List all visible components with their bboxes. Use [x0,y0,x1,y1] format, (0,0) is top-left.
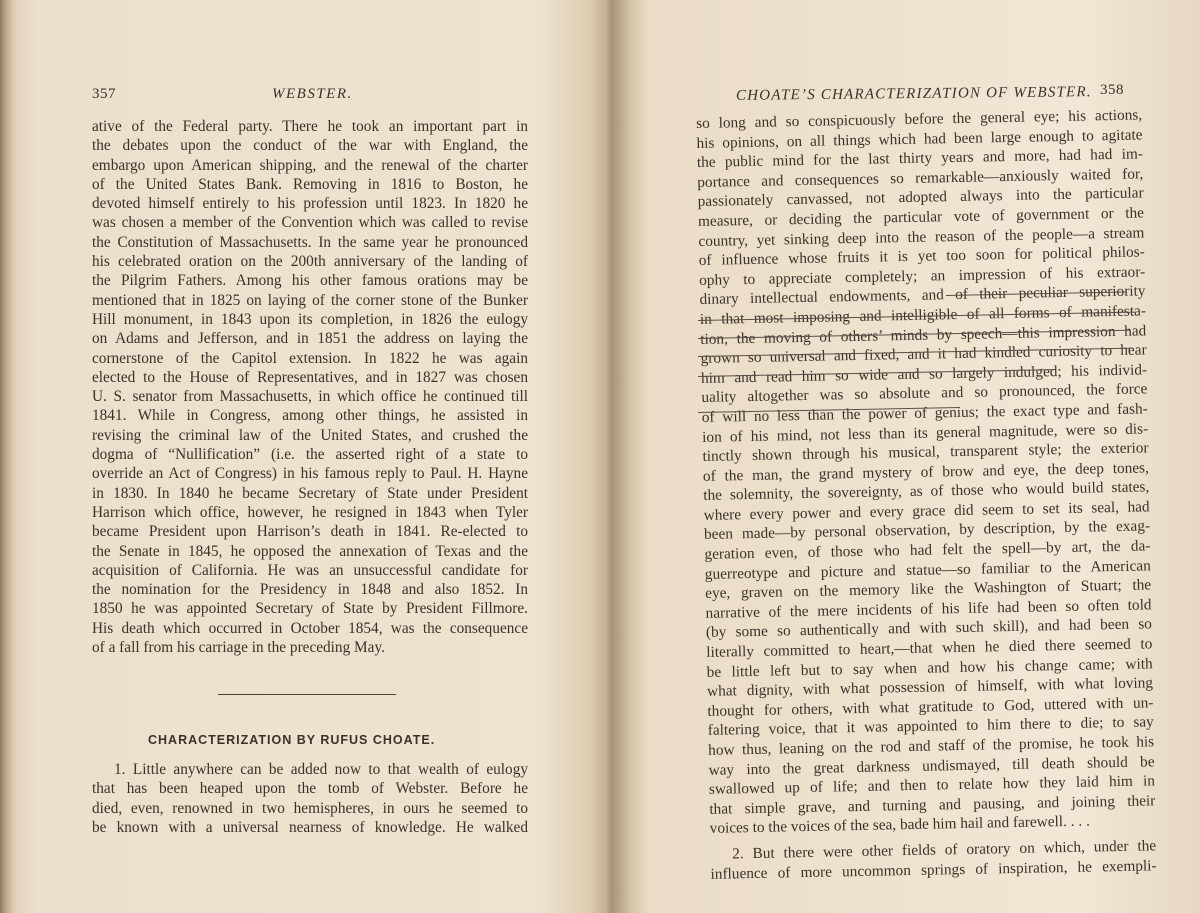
text-line: revising the criminal law of the United States, and crushed the [92,426,528,444]
left-running-head: WEBSTER. [272,86,353,102]
text-line: geration even, of those who had felt the spell—by art, the da- [704,537,1151,563]
section-body-text [92,760,528,837]
text-line: his celebrated oration on the 200th anniversary of the landing of [92,253,528,271]
text-line: 1841. While in Congress, among other things, he assisted in [92,407,528,425]
text-line: so long and so conspicuously before the general eye; his actions, [696,106,1143,132]
text-line: how thus, leaning on the rod and staff of the promise, he took his [708,733,1155,759]
text-line: portance and consequences so remarkable—anxiously waited for, [697,165,1144,191]
text-line: died, even, renowned in two hemispheres, in ours he seemed to [92,799,528,817]
text-line: be little left but to say when and how his change came; with [706,654,1153,681]
text-line: 1850 he was appointed Secretary of State by President Fillmore. [92,600,528,618]
text-line: his opinions, on all things which had been large enough to agitate [696,126,1143,152]
text-line: devoted himself entirely to his profession until 1823. In 1820 he [92,195,528,213]
section-divider [218,694,396,695]
text-line: where every power and every grace did seem to set its seal, had [703,498,1150,524]
text-line: thought for others, with what gratitude to God, uttered with un- [707,694,1154,720]
text-line: acquisition of California. He was an unsuccessful candidate for [92,561,528,579]
text-line: tinctly shown through his musical, transparent style; the exterior [702,439,1149,466]
text-line: Hill monument, in 1843 upon its completion, in 1826 the eulogy [92,310,528,328]
text-line: of influence whose fruits it is yet too soon for political philos- [698,243,1145,270]
text-line: of the United States Bank. Removing in 1816 to Boston, he [92,175,528,193]
text-line: been made—by personal observation, by description, by the exag- [703,517,1151,544]
text-line: what dignity, with what possession of himself, with what loving [706,674,1154,701]
right-running-head: CHOATE’S CHARACTERIZATION OF WEBSTER. [735,84,1092,104]
text-line: him and read him so wide and so largely indulged; his individ- [700,361,1148,387]
text-line: was chosen a member of the Convention which was called to revise [92,214,528,232]
text-line: 1. Little anywhere can be added now to that wealth of eulogy [114,761,528,778]
text-line: of the man, the grand mystery of brow and eye, the deep tones, [702,459,1150,485]
text-line: dinary intellectual endowments, and of their peculiar superiority [699,282,1146,309]
text-line: the public mind for the last thirty years and more, had had im- [696,145,1144,172]
text-line: His death which occurred in October 1854, was the consequence [92,619,528,637]
text-line: the nomination for the Presidency in 1848 and also 1852. In [92,581,528,599]
text-line: that simple grave, and turning and pausing, and joining their [709,792,1156,818]
right-page-number: 358 [1100,82,1124,98]
text-line: became President upon Harrison’s death in 1841. Re-elected to [92,523,528,541]
text-line: ion of his mind, not less than its general magnitude, were so dis- [702,419,1149,446]
text-line: grown so universal and fixed, and it had kindled curiosity to hear [700,341,1147,368]
text-line: elected to the House of Representatives, and in 1827 was chosen [92,368,528,386]
text-line: faltering voice, that it was appointed to him there to die; to say [707,713,1154,740]
text-line: tion, the moving of others’ minds by speech—this impression had [700,321,1147,348]
text-line: the solemnity, the sovereignty, as of those who would build states, [703,478,1150,505]
text-line: country, yet sinking deep into the reason of the people—a stream [698,223,1145,250]
text-line: the Pilgrim Fathers. Among his other famous orations may be [92,272,528,290]
text-line: in 1830. In 1840 he became Secretary of State under President [92,484,528,502]
right-body-text [696,105,1157,884]
text-line: measure, or deciding the particular vote of government or the [697,204,1145,230]
left-page-number: 357 [92,86,116,102]
text-line: the Constitution of Massachusetts. In the same year he pronounced [92,233,528,251]
text-line: of will no less than the power of genius; the exact type and fash- [701,400,1148,426]
text-line: dogma of “Nullification” (i.e. the asserted right of a state to [92,446,528,464]
text-line: the Senate in 1845, he opposed the annexation of Texas and the [92,542,528,560]
text-line: literally committed to heart,—that when he died there seemed to [706,635,1153,661]
text-line: eye, graven on the memory like the Washington of Stuart; the [705,576,1152,603]
text-line: guerreotype and picture and statue—so familiar to the American [704,557,1151,583]
text-line: embargo upon American shipping, and the renewal of the charter [92,156,528,174]
text-line: override an Act of Congress) in his famous reply to Paul. H. Hayne [92,465,528,483]
text-line: Harrison which office, however, he resigned in 1843 when Tyler [92,503,528,521]
text-line: swallowed up of life; and then to relate how they laid him in [708,772,1156,799]
text-line: ophy to appreciate completely; an impression of his extraor- [699,263,1146,289]
text-line: of a fall from his carriage in the preceding May. [92,639,385,657]
text-line: U. S. senator from Massachusetts, in which office he continued till [92,388,528,406]
left-body-text [92,117,528,657]
text-line: uality altogether was so absolute and so pronounced, the force [701,380,1148,407]
text-line: mentioned that in 1825 on laying of the corner stone of the Bunker [92,291,528,309]
text-line: 2. But there were other fields of oratory on which, under the [732,837,1157,863]
text-line: in that most imposing and intelligible of all forms of manifesta- [699,302,1147,328]
text-line: passionately canvassed, not adopted always into the particular [697,184,1144,211]
text-line: be known with a universal nearness of knowledge. He walked [92,818,528,836]
text-line: narrative of the mere incidents of his life had been so often told [705,596,1152,622]
text-line: that has been heaped upon the tomb of Webster. Before he [92,780,528,798]
section-heading: CHARACTERIZATION BY RUFUS CHOATE. [148,733,436,747]
text-line: the debates upon the conduct of the war with England, the [92,137,528,155]
text-line: voices to the voices of the sea, bade him hail and farewell. . . . [709,812,1090,838]
text-line: cornerstone of the Capitol extension. In 1822 he was again [92,349,528,367]
text-line: way into the great darkness undismayed, till death should be [708,752,1155,779]
text-line: influence of more uncommon springs of inspiration, he exempli- [710,856,1157,883]
text-line: on Adams and Jefferson, and in 1851 the address on laying the [92,330,528,348]
text-line: ative of the Federal party. There he took an important part in [92,118,528,135]
text-line: (by some so authentically and with such skill), and had been so [705,615,1153,642]
